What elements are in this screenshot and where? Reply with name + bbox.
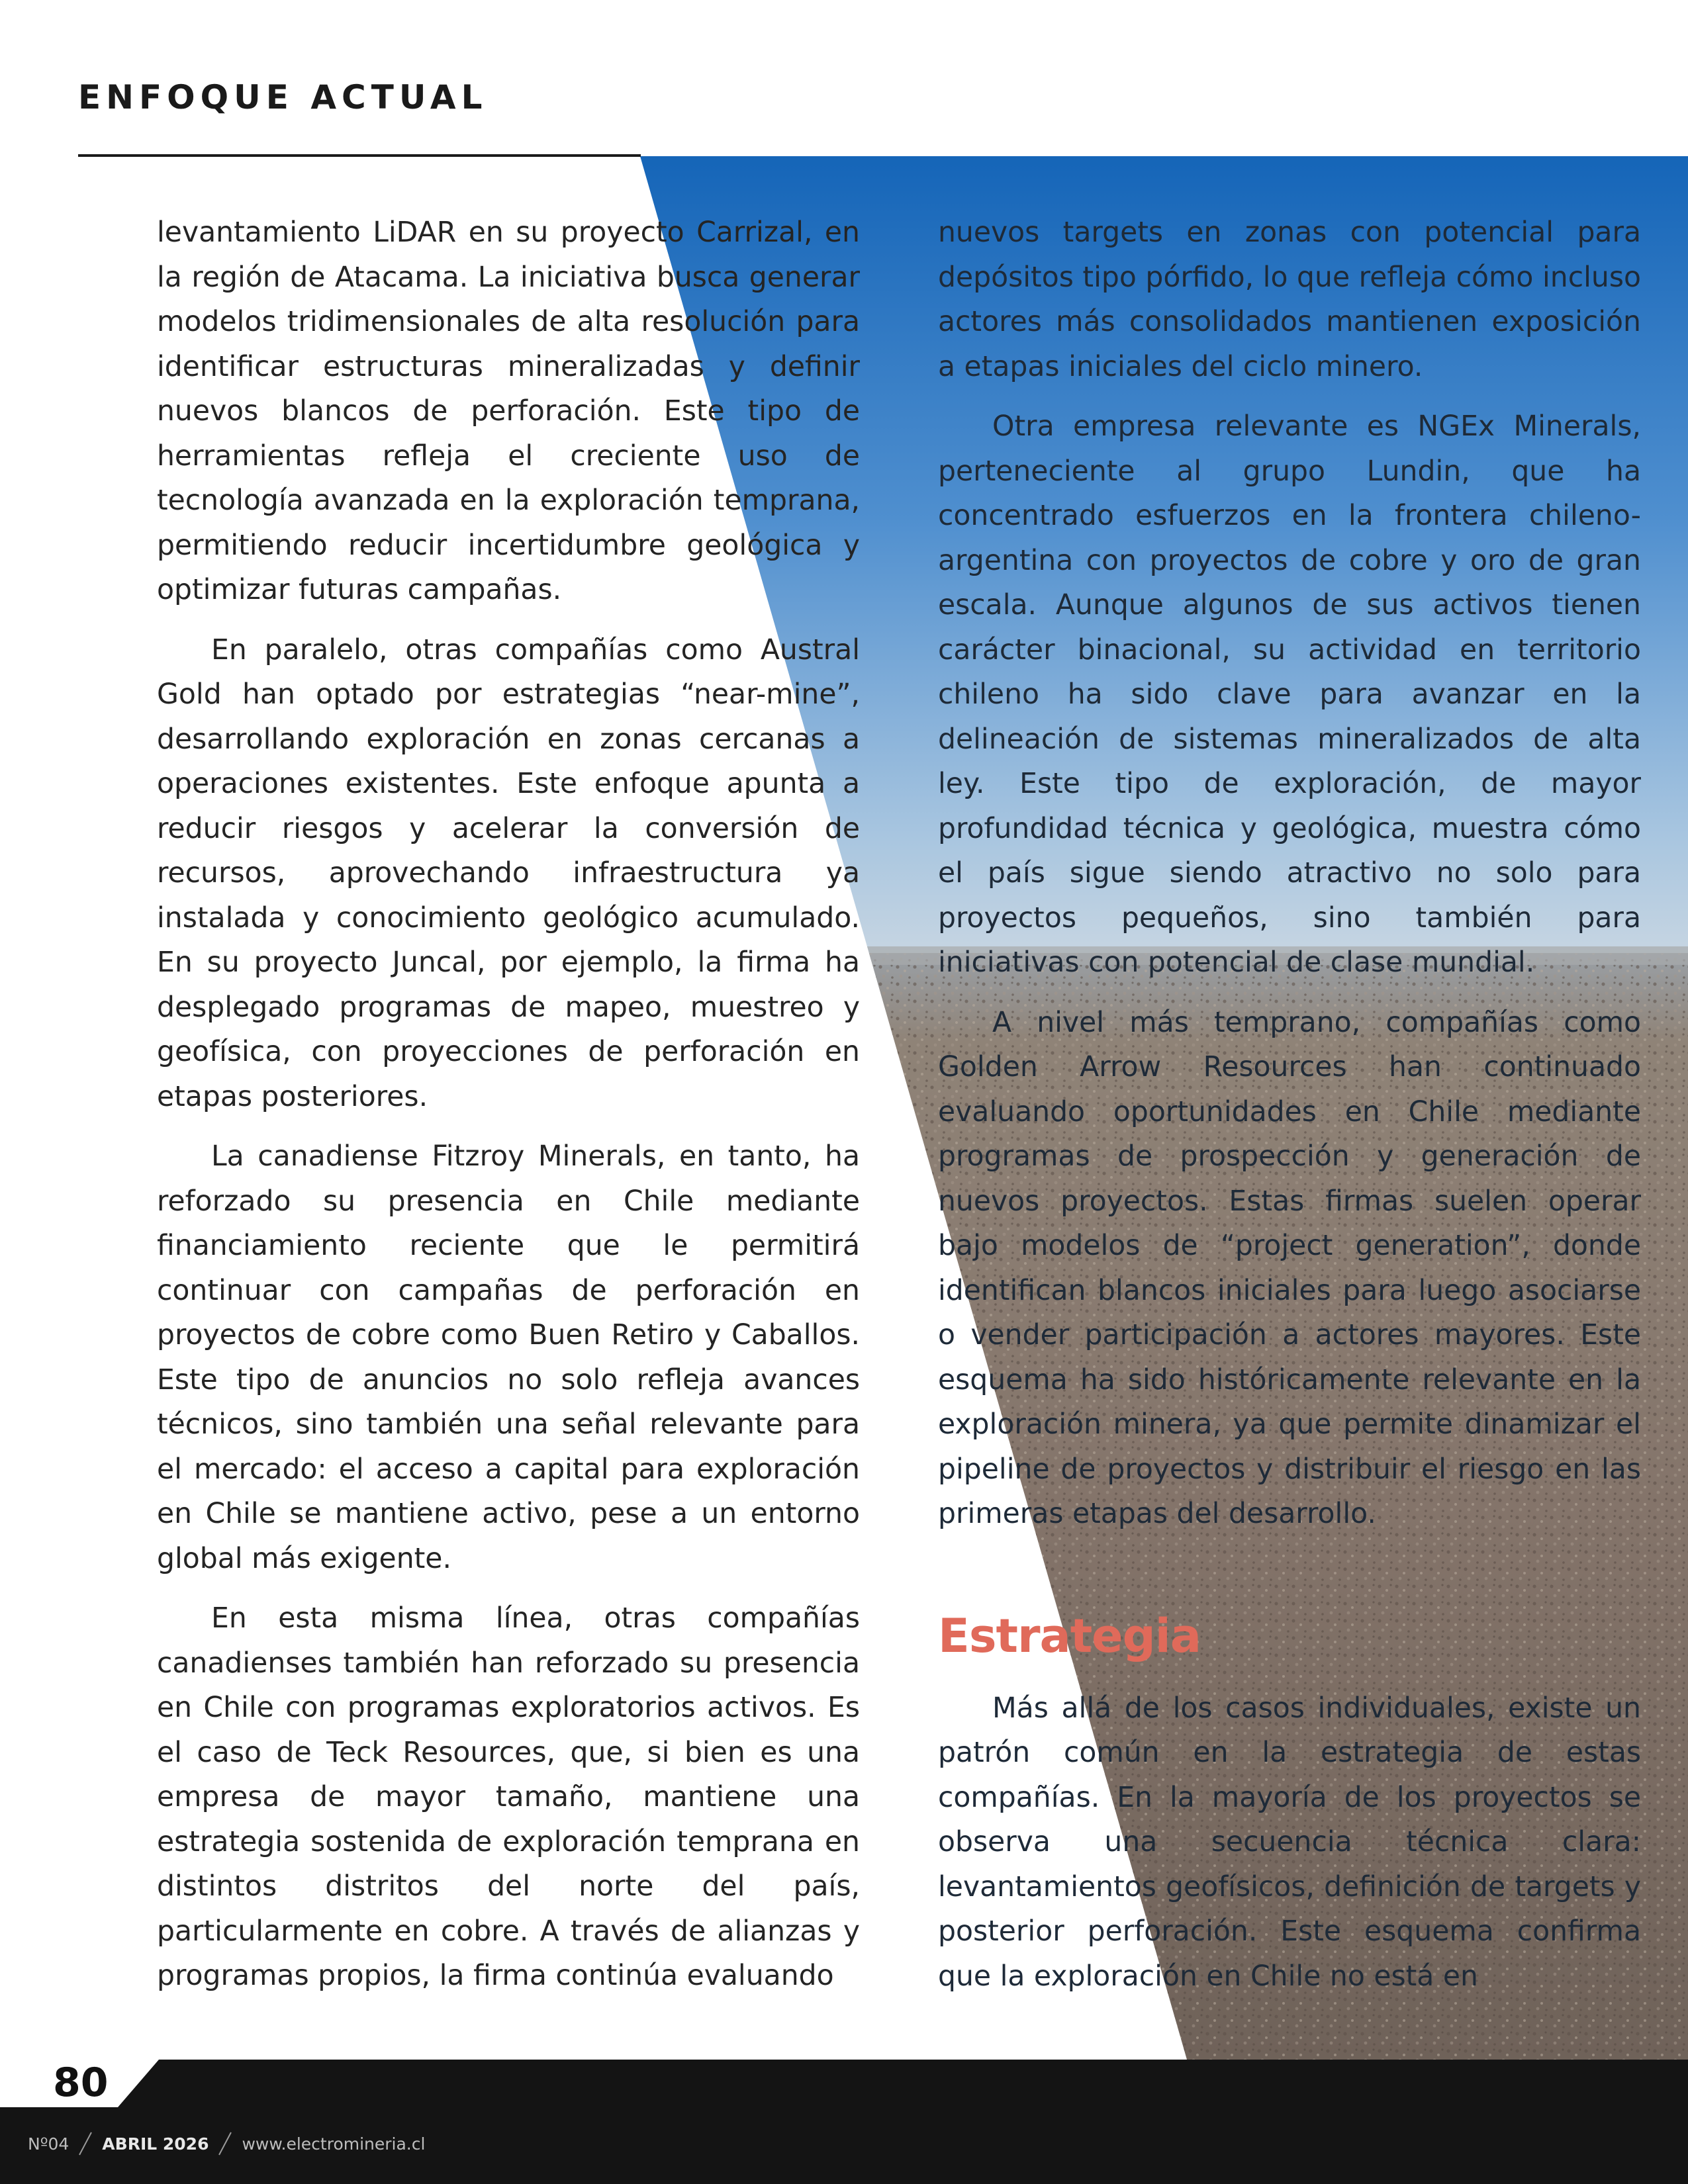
issue-number: Nº04	[28, 2134, 70, 2154]
slash-separator-icon	[78, 2131, 93, 2156]
left-paragraph-3: La canadiense Fitzroy Minerals, en tanto, ha reforzado su presencia en Chile mediante financiamiento reciente que le permitirá continuar con campañas de perforación en proyectos de cobre como Buen Retiro y Caballos. Este tipo de anuncios no solo refleja avances técnicos, sino también una señal relevante para el mercado: el acceso a capital para exploración en Chile se mantiene activo, pese a un entorno global más exigente.	[157, 1140, 860, 1575]
left-paragraph-2: En paralelo, otras compañías como Austral Gold han optado por estrategias “near-mine”, desarrollando exploración en zonas cercanas a operaciones existentes. Este enfoque apunta a reducir riesgos y acelerar la conversión de recursos, aprovechando infraestructura ya instalada y conocimiento geológico acumulado. En su proyecto Juncal, por ejemplo, la firma ha desplegado programas de mapeo, muestreo y geofísica, con proyecciones de perforación en etapas posteriores.	[157, 633, 860, 1113]
left-paragraph-1: levantamiento LiDAR en su proyecto Carrizal, en la región de Atacama. La iniciativa busca generar modelos tridimensionales de alta resolución para identificar estructuras mineralizadas y definir nuevos blancos de perforación. Este tipo de herramientas refleja el creciente uso de tecnología avanzada en la exploración temprana, permitiendo reducir incertidumbre geológica y optimizar futuras campañas.	[157, 216, 860, 606]
right-paragraph-2: Otra empresa relevante es NGEx Minerals, perteneciente al grupo Lundin, que ha concentrado esfuerzos en la frontera chileno-argentina con proyectos de cobre y oro de gran escala. Aunque algunos de sus activos tienen carácter binacional, su actividad en territorio chileno ha sido clave para avanzar en la delineación de sistemas mineralizados de alta ley. Este tipo de exploración, de mayor profundidad técnica y geológica, muestra cómo el país sigue siendo atractivo no solo para proyectos pequeños, sino también para iniciativas con potencial de clase mundial.	[938, 410, 1641, 979]
left-paragraph-4: En esta misma línea, otras compañías canadienses también han reforzado su presencia en Chile con programas exploratorios activos. Es el caso de Teck Resources, que, si bien es una empresa de mayor tamaño, mantiene una estrategia sostenida de exploración temprana en distintos distritos del norte del país, particularmente en cobre. A través de alianzas y programas propios, la firma continúa evaluando	[157, 1602, 860, 1992]
website-link[interactable]: www.electromineria.cl	[242, 2134, 426, 2154]
page-number: 80	[53, 2060, 109, 2106]
section-label: ENFOQUE ACTUAL	[78, 78, 488, 116]
slash-separator-icon	[218, 2131, 232, 2156]
right-paragraph-3: A nivel más temprano, compañías como Golden Arrow Resources han continuado evaluando oportunidades en Chile mediante programas de prospección y generación de nuevos proyectos. Estas firmas suelen operar bajo modelos de “project generation”, donde identifican blancos iniciales para luego asociarse o vender participación a actores mayores. Este esquema ha sido históricamente relevante en la exploración minera, ya que permite dinamizar el pipeline de proyectos y distribuir el riesgo en las primeras etapas del desarrollo.	[938, 1006, 1641, 1530]
header-rule	[78, 154, 641, 157]
right-paragraph-1: nuevos targets en zonas con potencial para depósitos tipo pórfido, lo que refleja cómo incluso actores más consolidados mantienen exposición a etapas iniciales del ciclo minero.	[938, 216, 1641, 383]
footer-bar	[0, 2060, 1688, 2184]
issue-date: ABRIL 2026	[102, 2134, 209, 2154]
subheading-estrategia: Estrategia	[938, 1608, 1201, 1663]
right-paragraph-4: Más allá de los casos individuales, existe un patrón común en la estrategia de estas compañías. En la mayoría de los proyectos se observa una secuencia técnica clara: levantamientos geofísicos, definición de targets y posterior perforación. Este esquema confirma que la exploración en Chile no está en	[938, 1692, 1641, 1993]
footer-meta	[28, 2131, 425, 2156]
right-column	[938, 210, 1641, 1999]
left-column	[157, 210, 860, 1999]
